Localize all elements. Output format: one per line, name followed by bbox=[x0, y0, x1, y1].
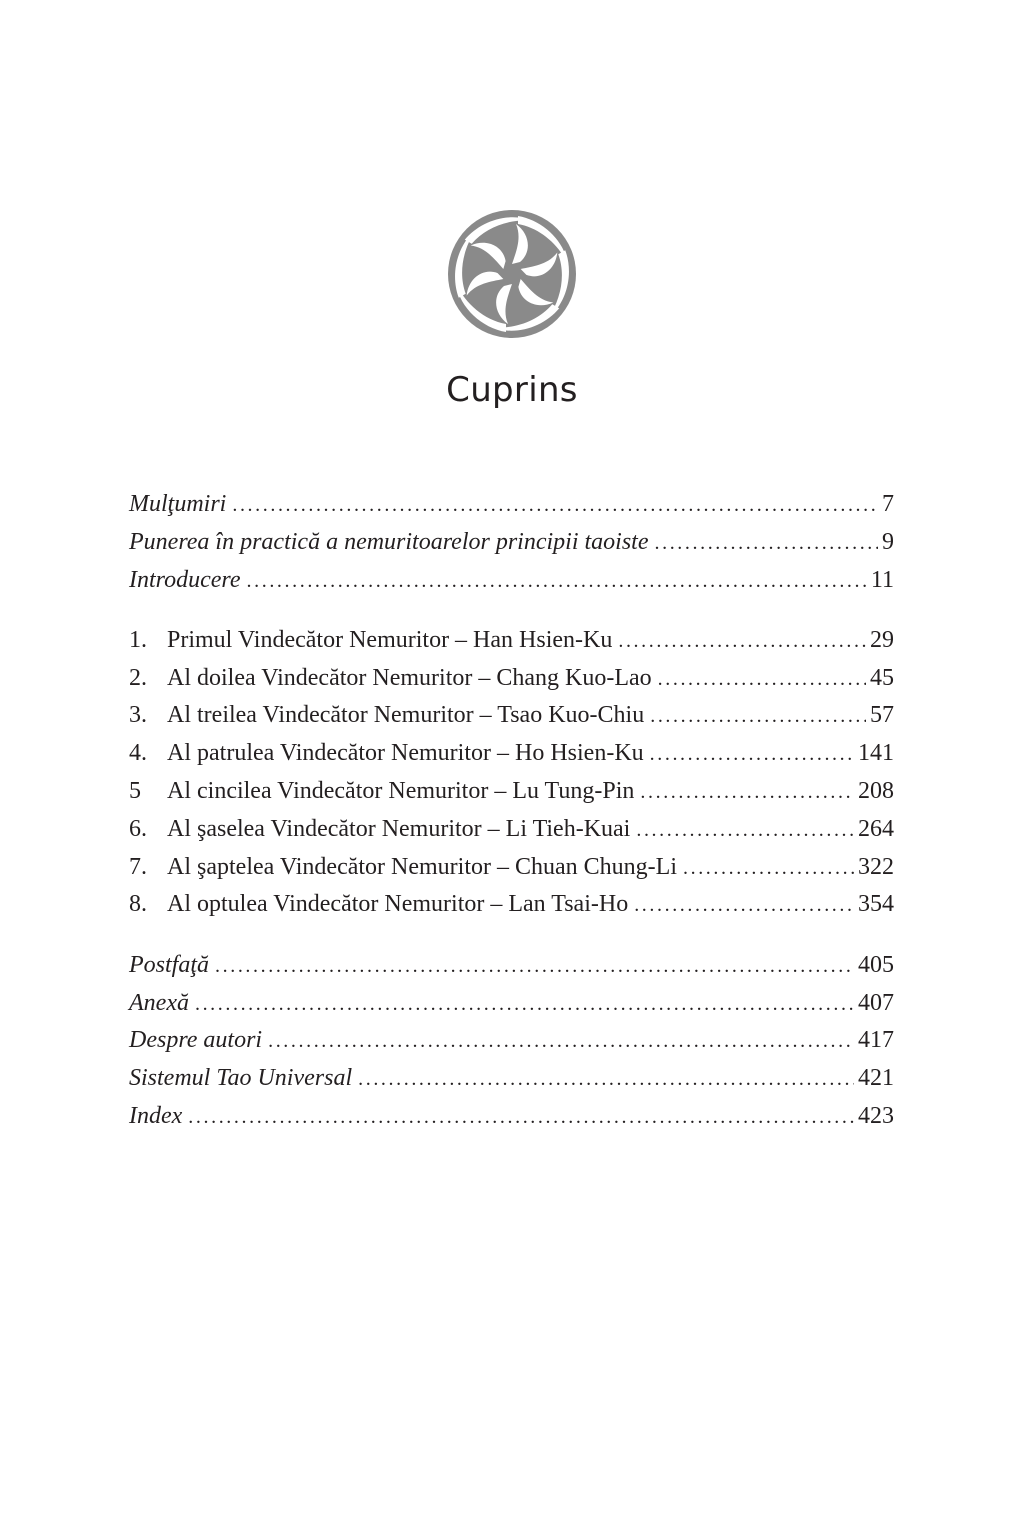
toc-entry-page: 407 bbox=[858, 989, 894, 1016]
toc-entry-label: Primul Vindecător Nemuritor – Han Hsien-Ku bbox=[167, 626, 613, 653]
toc-entry-page: 264 bbox=[858, 815, 894, 842]
toc-entry-label: Despre autori bbox=[129, 1027, 263, 1054]
chapter-number: 6. bbox=[129, 815, 147, 842]
toc-entry-label: Index bbox=[129, 1102, 183, 1129]
toc-entry-page: 141 bbox=[858, 740, 894, 767]
chapter-number: 5 bbox=[129, 778, 141, 805]
toc-entry-page: 405 bbox=[858, 951, 894, 978]
dot-leader bbox=[188, 1099, 854, 1137]
dot-leader bbox=[618, 623, 866, 661]
toc-entry-label: Anexă bbox=[129, 989, 189, 1016]
toc-entry-back[interactable] bbox=[129, 1022, 894, 1060]
toc-entry-chapter[interactable] bbox=[129, 886, 894, 924]
toc-entry-chapter[interactable] bbox=[129, 735, 894, 773]
dot-leader bbox=[650, 736, 854, 774]
toc-entry-label: Al şaselea Vindecător Nemuritor – Li Tieh-Kuai bbox=[167, 815, 631, 842]
chapter-number: 4. bbox=[129, 740, 147, 767]
toc-entry-chapter[interactable] bbox=[129, 697, 894, 735]
toc-entry-label: Al optulea Vindecător Nemuritor – Lan Tsai-Ho bbox=[167, 891, 629, 918]
toc-entry-front[interactable] bbox=[129, 486, 894, 524]
dot-leader bbox=[658, 661, 866, 699]
toc-entry-page: 208 bbox=[858, 778, 894, 805]
page-title: Cuprins bbox=[446, 370, 578, 410]
toc-entry-page: 354 bbox=[858, 891, 894, 918]
toc-entry-chapter[interactable] bbox=[129, 773, 894, 811]
toc-entry-chapter[interactable] bbox=[129, 622, 894, 660]
dot-leader bbox=[247, 563, 867, 601]
toc-entry-label: Mulţumiri bbox=[129, 491, 227, 517]
toc-entry-label: Punerea în practică a nemuritoarelor principii taoiste bbox=[129, 528, 649, 555]
toc-entry-label: Al doilea Vindecător Nemuritor – Chang Kuo-Lao bbox=[167, 664, 652, 691]
chapter-number: 3. bbox=[129, 702, 147, 729]
chapter-number: 7. bbox=[129, 853, 147, 880]
toc-entry-page: 29 bbox=[870, 626, 894, 653]
toc-entry-chapter[interactable] bbox=[129, 849, 894, 887]
toc-entry-page: 9 bbox=[882, 528, 894, 555]
toc-entry-back[interactable] bbox=[129, 1098, 894, 1136]
table-of-contents bbox=[129, 486, 894, 1136]
toc-entry-label: Al cincilea Vindecător Nemuritor – Lu Tung-Pin bbox=[167, 778, 635, 805]
toc-entry-page: 421 bbox=[858, 1065, 894, 1092]
toc-entry-back[interactable] bbox=[129, 985, 894, 1023]
toc-entry-front[interactable] bbox=[129, 524, 894, 562]
toc-entry-label: Sistemul Tao Universal bbox=[129, 1065, 353, 1092]
dot-leader bbox=[636, 812, 854, 850]
toc-entry-page: 322 bbox=[858, 853, 894, 880]
chapter-number: 8. bbox=[129, 891, 147, 918]
toc-entry-back[interactable] bbox=[129, 1060, 894, 1098]
taoist-swirl-emblem-icon bbox=[446, 208, 578, 340]
toc-entry-page: 417 bbox=[858, 1027, 894, 1054]
dot-leader bbox=[215, 948, 854, 986]
toc-entry-label: Introducere bbox=[129, 566, 241, 593]
toc-entry-label: Postfaţă bbox=[129, 951, 210, 978]
toc-entry-page: 423 bbox=[858, 1102, 894, 1129]
dot-leader bbox=[650, 698, 866, 736]
toc-entry-label: Al patrulea Vindecător Nemuritor – Ho Hsien-Ku bbox=[167, 740, 644, 767]
toc-entry-page: 45 bbox=[870, 664, 894, 691]
dot-leader bbox=[683, 850, 854, 888]
dot-leader bbox=[655, 525, 879, 563]
toc-entry-page: 57 bbox=[870, 702, 894, 729]
toc-entry-label: Al şaptelea Vindecător Nemuritor – Chuan Chung-Li bbox=[167, 853, 677, 880]
dot-leader bbox=[195, 986, 854, 1024]
chapter-number: 2. bbox=[129, 664, 147, 691]
toc-entry-front[interactable] bbox=[129, 562, 894, 600]
dot-leader bbox=[268, 1023, 854, 1061]
toc-entry-label: Al treilea Vindecător Nemuritor – Tsao Kuo-Chiu bbox=[167, 702, 645, 729]
toc-entry-page: 11 bbox=[870, 566, 894, 593]
toc-entry-page: 7 bbox=[882, 491, 894, 517]
toc-entry-chapter[interactable] bbox=[129, 811, 894, 849]
dot-leader bbox=[640, 774, 854, 812]
toc-entry-chapter[interactable] bbox=[129, 660, 894, 698]
chapter-number: 1. bbox=[129, 626, 147, 653]
toc-entry-back[interactable] bbox=[129, 947, 894, 985]
dot-leader bbox=[358, 1061, 854, 1099]
dot-leader bbox=[634, 887, 854, 925]
dot-leader bbox=[232, 487, 878, 525]
